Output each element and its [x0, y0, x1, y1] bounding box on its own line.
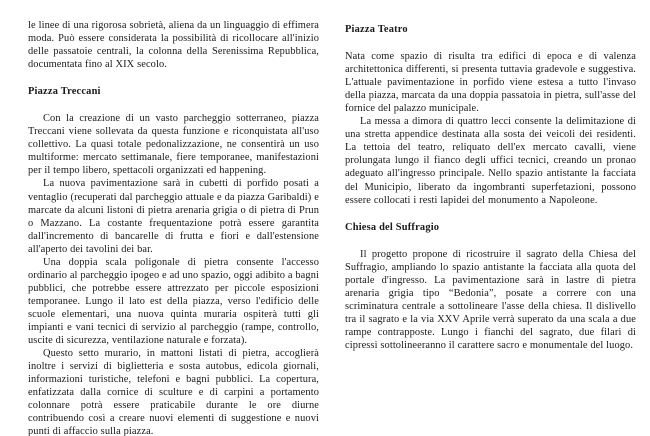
section-heading-chiesa-del-suffragio: Chiesa del Suffragio: [345, 221, 440, 233]
paragraph: La nuova pavimentazione sarà in cubetti di porfido posati a ventaglio (recuperati dal parcheggio attuale e da piazza Garibaldi) e marcate da alcuni listoni di pietra arenaria grigia o di pietra di Prun o Mazzano. La costante frequentazione potrà essere garantita dall'incremento di bancarelle di frutta e fiori e dall'estensione all'aperto dei tavolini dei bar.: [28, 178, 319, 255]
heading-spacer-after: [345, 234, 636, 248]
paragraph: Nata come spazio di risulta tra edifici di epoca e di valenza architettonica differenti, si presenta tuttavia gradevole e suggestiva. L'attuale pavimentazione in porfido viene estesa a tutto l'invaso della piazza, marcata da una doppia passatoia in pietra, sull'asse del fornice del palazzo municipale.: [345, 51, 636, 115]
paragraph: Con la creazione di un vasto parcheggio sotterraneo, piazza Treccani viene sollevata da questa funzione e riconquistata all'uso collettivo. La quasi totale pedonalizzazione, ne consentirà un uso multiforme: mercato settimanale, fiere temporanee, manifestazioni per il tempo libero, spettacoli organizzati ed happening.: [28, 113, 319, 177]
section-heading-piazza-treccani: Piazza Treccani: [28, 86, 101, 98]
right-column: [345, 0, 636, 352]
heading-spacer-after: [345, 36, 636, 50]
paragraph: La messa a dimora di quattro lecci consente la delimitazione di una stretta appendice destinata alla sosta dei veicoli dei residenti. La tettoia del teatro, reliquato dell'ex mercato cavalli, viene prolungata lungo il fianco degli uffici tecnici, creando un pronao adeguato all'ingresso principale. Nello spazio antistante la facciata del Municipio, liberato da ingombranti superfetazioni, possono essere collocati i resti lapidei del monumento a Napoleone.: [345, 116, 636, 206]
paragraph: Una doppia scala poligonale di pietra consente l'accesso ordinario al parcheggio ipogeo e ad uno spazio, oggi adibito a bagni pubblici, che potrebbe essere attrezzato per piccole esposizioni temporanee. Lungo il lato est della piazza, verso l'edificio delle scuole elementari, una nuova quinta muraria ospiterà tutti gli impianti e vani tecnici di servizio al parcheggio (rampe, controllo, uscite di sicurezza, ventilazione naturale e forzata).: [28, 256, 319, 347]
left-column: [28, 0, 319, 436]
section-heading-piazza-teatro: Piazza Teatro: [345, 24, 408, 35]
heading-spacer-before: [28, 71, 319, 85]
top-spacer-right: [345, 0, 636, 23]
paragraph: Questo setto murario, in mattoni listati di pietra, accoglierà inoltre i servizi di biglietteria e sosta autobus, edicola giornali, informazioni turistiche, telefoni e bagni pubblici. La copertura, enfatizzata dalla cornice di sculture e di carpini a portamento colonnare potrà essere praticabile durante le ore diurne contribuendo così a creare nuovi elementi di suggestione e nuovi punti di affaccio sulla piazza.: [28, 348, 319, 436]
heading-spacer-before: [345, 207, 636, 221]
continued-paragraph: le linee di una rigorosa sobrietà, aliena da un linguaggio di effimera moda. Può essere considerata la possibilità di ricollocare all'inizio delle passatoie centrali, la colonna della Serenissima Repubblica, documentata fino al XIX secolo.: [28, 20, 319, 71]
heading-spacer-after: [28, 98, 319, 112]
top-spacer-left: [28, 0, 319, 19]
paragraph: Il progetto propone di ricostruire il sagrato della Chiesa del Suffragio, ampliando lo spazio antistante la facciata alla quota del portale d'ingresso. La pavimentazione sarà in lastre di pietra arenaria grigia tipo “Bedonia”, posate a correre con una scriminatura centrale a sottolineare l'asse della chiesa. Il dislivello tra il sagrato e la via XXV Aprile verrà superato da una scala a due rampe contrapposte. Lungo i fianchi del sagrato, due filari di cipressi sottolineeranno il carattere sacro e monumentale del luogo.: [345, 248, 636, 351]
